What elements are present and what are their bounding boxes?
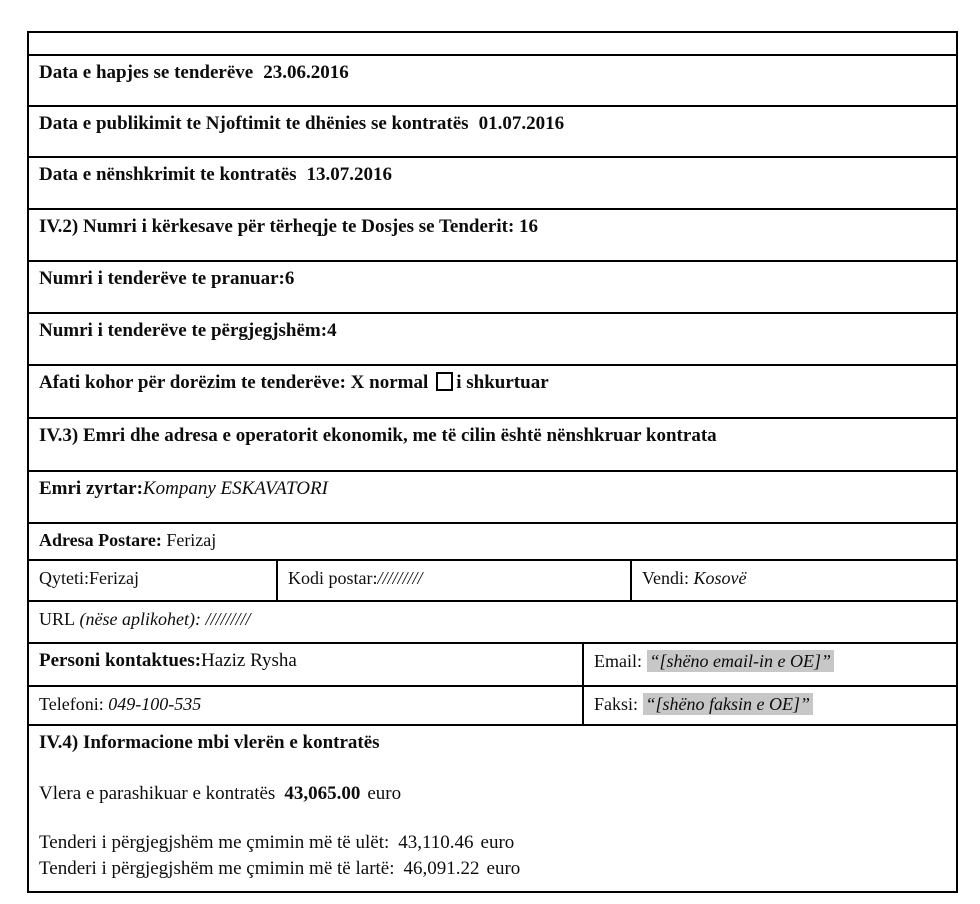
official-name-value: Kompany ESKAVATORI [142, 478, 328, 499]
row-deadline [29, 366, 956, 419]
url-label: URL [39, 609, 75, 629]
row-official-name [29, 472, 956, 524]
highest-tender-label: Tenderi i përgjegjshëm me çmimin më të lartë: [39, 858, 395, 879]
iv4-title: IV.4) Informacione mbi vlerën e kontratës [39, 732, 380, 753]
deadline-shortened-label: i shkurtuar [456, 372, 549, 393]
tenders-received-value: 6 [284, 268, 295, 289]
deadline-normal-label: normal [369, 372, 429, 393]
opening-date-value: 23.06.2016 [263, 62, 349, 83]
url-note: (nëse aplikohet): [79, 609, 201, 629]
row-iv2-requests [29, 210, 956, 262]
estimated-value-unit: euro [367, 783, 402, 804]
city-label: Qyteti: [39, 568, 89, 588]
fax-label: Faksi: [594, 694, 639, 714]
iv2-value: 16 [519, 216, 539, 237]
highest-tender-amount: 46,091.22 [403, 858, 480, 879]
row-city-postal-country [29, 561, 956, 602]
email-label: Email: [594, 651, 642, 671]
email-placeholder-value: “[shëno email-in e OE]” [647, 650, 835, 672]
highest-tender-line [39, 856, 946, 882]
postal-code-cell [278, 561, 632, 600]
blank-row [29, 33, 956, 56]
country-label: Vendi: [642, 568, 689, 588]
fax-cell [584, 687, 956, 724]
row-phone-fax [29, 687, 956, 726]
iv3-title: IV.3) Emri dhe adresa e operatorit ekonomik, me të cilin është nënshkruar kontrata [39, 425, 717, 446]
contract-notice-table [27, 31, 958, 893]
city-value: Ferizaj [89, 568, 139, 588]
estimated-value-line [39, 782, 946, 806]
phone-label: Telefoni: [39, 694, 104, 714]
tenders-responsive-label: Numri i tenderëve te përgjegjshëm: [39, 320, 328, 341]
tenders-responsive-value: 4 [327, 320, 337, 341]
iv2-label: IV.2) Numri i kërkesave për tërheqje te Dosjes se Tenderit: [39, 216, 515, 237]
country-value: Kosovë [693, 568, 747, 588]
highest-tender-unit: euro [486, 858, 521, 879]
lowest-tender-label: Tenderi i përgjegjshëm me çmimin më të ulët: [39, 832, 390, 853]
estimated-value-label: Vlera e parashikuar e kontratës [39, 783, 276, 804]
row-publication-date [29, 107, 956, 158]
row-opening-date [29, 56, 956, 107]
deadline-label: Afati kohor për dorëzim te tenderëve: [39, 372, 346, 393]
lowest-tender-amount: 43,110.46 [398, 832, 474, 853]
row-contact-email [29, 644, 956, 687]
contact-person-value: Haziz Rysha [201, 650, 297, 671]
contact-person-label: Personi kontaktues: [39, 650, 202, 671]
row-iv3-title [29, 419, 956, 472]
signing-date-value: 13.07.2016 [306, 164, 393, 185]
shortened-checkbox [436, 372, 453, 391]
row-signing-date [29, 158, 956, 210]
estimated-value-amount: 43,065.00 [284, 783, 361, 804]
contact-person-cell [29, 644, 584, 685]
postal-code-label: Kodi postar: [288, 568, 378, 588]
row-iv4-section [29, 726, 956, 894]
deadline-normal-mark: X [350, 372, 365, 393]
publication-date-value: 01.07.2016 [478, 113, 565, 134]
publication-date-label: Data e publikimit te Njoftimit te dhënies se kontratës [39, 113, 469, 134]
row-tenders-responsive [29, 314, 956, 366]
row-postal-address [29, 524, 956, 561]
row-url [29, 602, 956, 644]
postal-code-value: ///////// [377, 568, 423, 588]
postal-address-label: Adresa Postare: [39, 530, 162, 550]
url-value: ///////// [205, 609, 251, 629]
lowest-tender-unit: euro [480, 832, 515, 853]
city-cell [29, 561, 278, 600]
row-tenders-received [29, 262, 956, 314]
opening-date-label: Data e hapjes se tenderëve [39, 62, 254, 83]
phone-value: 049-100-535 [108, 694, 202, 714]
signing-date-label: Data e nënshkrimit te kontratës [39, 164, 297, 185]
tenders-received-label: Numri i tenderëve te pranuar: [39, 268, 285, 289]
phone-cell [29, 687, 584, 724]
country-cell [632, 561, 956, 600]
official-name-label: Emri zyrtar: [39, 478, 143, 499]
fax-placeholder-value: “[shëno faksin e OE]” [643, 693, 814, 715]
email-cell [584, 644, 956, 685]
postal-address-value: Ferizaj [166, 530, 217, 550]
lowest-tender-line [39, 830, 946, 856]
